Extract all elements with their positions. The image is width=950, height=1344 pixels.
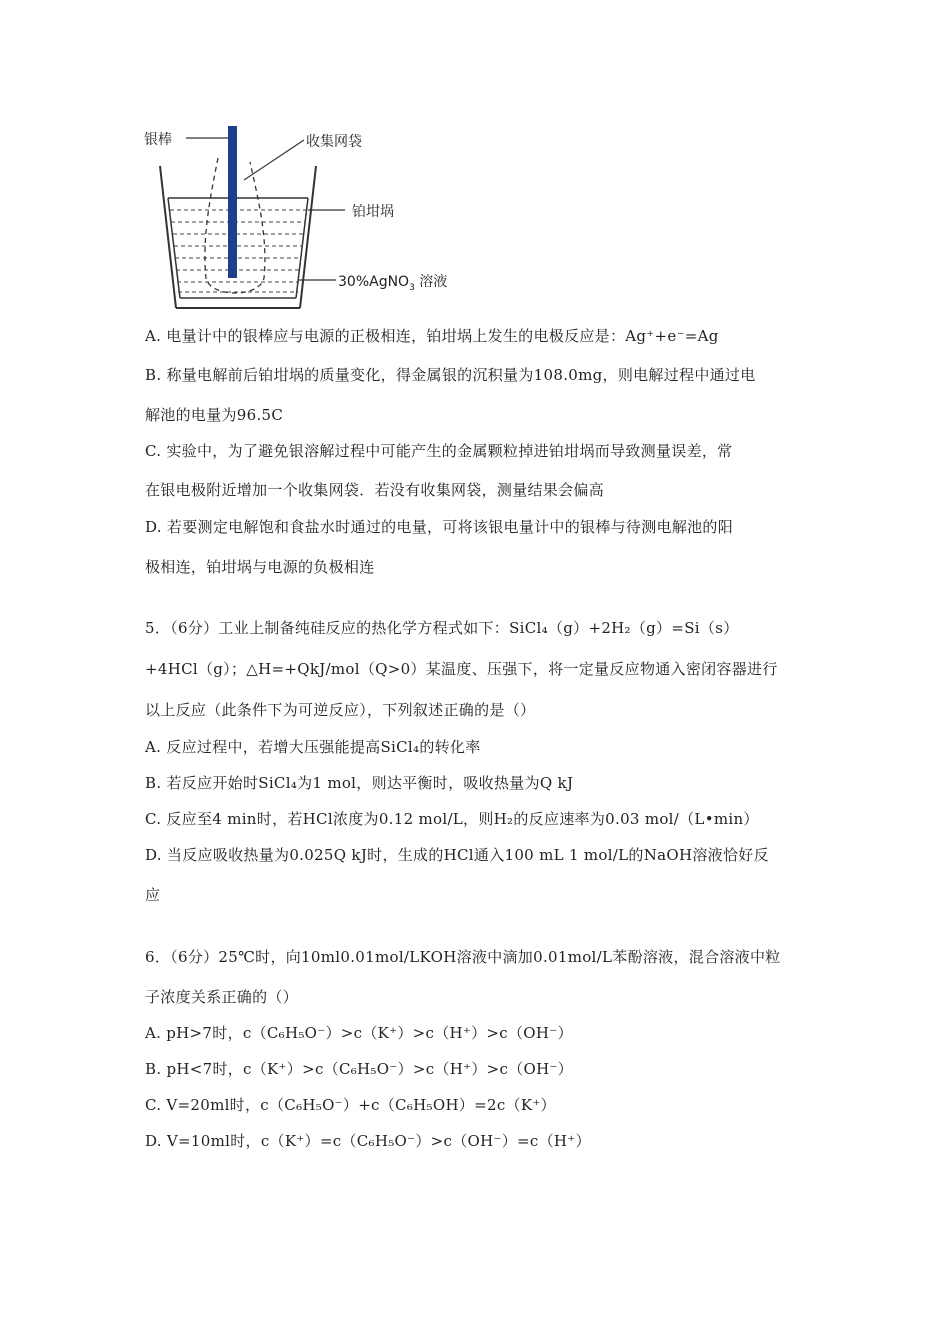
- beaker-left-wall: [160, 166, 176, 308]
- q4-option-c-line2: 在银电极附近增加一个收集网袋．若没有收集网袋，测量结果会偏高: [145, 481, 605, 499]
- q4-option-d-line2: 极相连，铂坩埚与电源的负极相连: [145, 558, 375, 576]
- q5-option-c: C. 反应至4 min时，若HCl浓度为0.12 mol/L，则H₂的反应速率为0.03 mol/（L•min）: [145, 810, 759, 828]
- q4-option-c-line1: C. 实验中，为了避免银溶解过程中可能产生的金属颗粒掉进铂坩埚而导致测量误差，常: [145, 442, 733, 460]
- q6-option-c: C. V=20ml时，c（C₆H₅O⁻）+c（C₆H₅OH）=2c（K⁺）: [145, 1096, 556, 1114]
- q6-option-a: A. pH>7时，c（C₆H₅O⁻）>c（K⁺）>c（H⁺）>c（OH⁻）: [145, 1024, 573, 1042]
- q5-option-d-line2: 应: [145, 886, 161, 904]
- q4-option-a: A. 电量计中的银棒应与电源的正极相连，铂坩埚上发生的电极反应是：Ag⁺+e⁻=Ag: [145, 327, 719, 345]
- label-solution: 30%AgNO$_3$ 溶液: [338, 274, 448, 293]
- q5-option-b: B. 若反应开始时SiCl₄为1 mol，则达平衡时，吸收热量为Q kJ: [145, 774, 574, 792]
- q4-option-b-line1: B. 称量电解前后铂坩埚的质量变化，得金属银的沉积量为108.0mg，则电解过程中通过电: [145, 366, 756, 384]
- q5-stem-line3: 以上反应（此条件下为可逆反应），下列叙述正确的是（）: [145, 701, 536, 719]
- q6-stem-line1: 6．（6分）25℃时，向10ml0.01mol/LKOH溶液中滴加0.01mol/L苯酚溶液，混合溶液中粒: [145, 948, 781, 966]
- q6-option-b: B. pH<7时，c（K⁺）>c（C₆H₅O⁻）>c（H⁺）>c（OH⁻）: [145, 1060, 573, 1078]
- q4-option-b-line2: 解池的电量为96.5C: [145, 406, 284, 424]
- label-collection-bag: 收集网袋: [306, 134, 362, 150]
- silver-coulometer-diagram: [140, 118, 460, 318]
- label-crucible: 铂坩埚: [352, 204, 394, 220]
- silver-rod: [228, 126, 237, 278]
- beaker-right-wall: [300, 166, 316, 308]
- q5-stem-line2: +4HCl（g）；△H=+QkJ/mol（Q>0）某温度、压强下，将一定量反应物通入密闭容器进行: [145, 660, 778, 678]
- q5-option-d-line1: D. 当反应吸收热量为0.025Q kJ时，生成的HCl通入100 mL 1 mol/L的NaOH溶液恰好反: [145, 846, 769, 864]
- solution-lines: [170, 210, 306, 292]
- q5-stem-line1: 5．（6分）工业上制备纯硅反应的热化学方程式如下：SiCl₄（g）+2H₂（g）=Si（s）: [145, 619, 739, 637]
- q5-option-a: A. 反应过程中，若增大压强能提高SiCl₄的转化率: [145, 738, 481, 756]
- label-silver-rod: 银棒: [144, 132, 172, 148]
- q6-option-d: D. V=10ml时，c（K⁺）=c（C₆H₅O⁻）>c（OH⁻）=c（H⁺）: [145, 1132, 591, 1150]
- q4-option-d-line1: D. 若要测定电解饱和食盐水时通过的电量，可将该银电量计中的银棒与待测电解池的阳: [145, 518, 734, 536]
- q6-stem-line2: 子浓度关系正确的（）: [145, 988, 299, 1006]
